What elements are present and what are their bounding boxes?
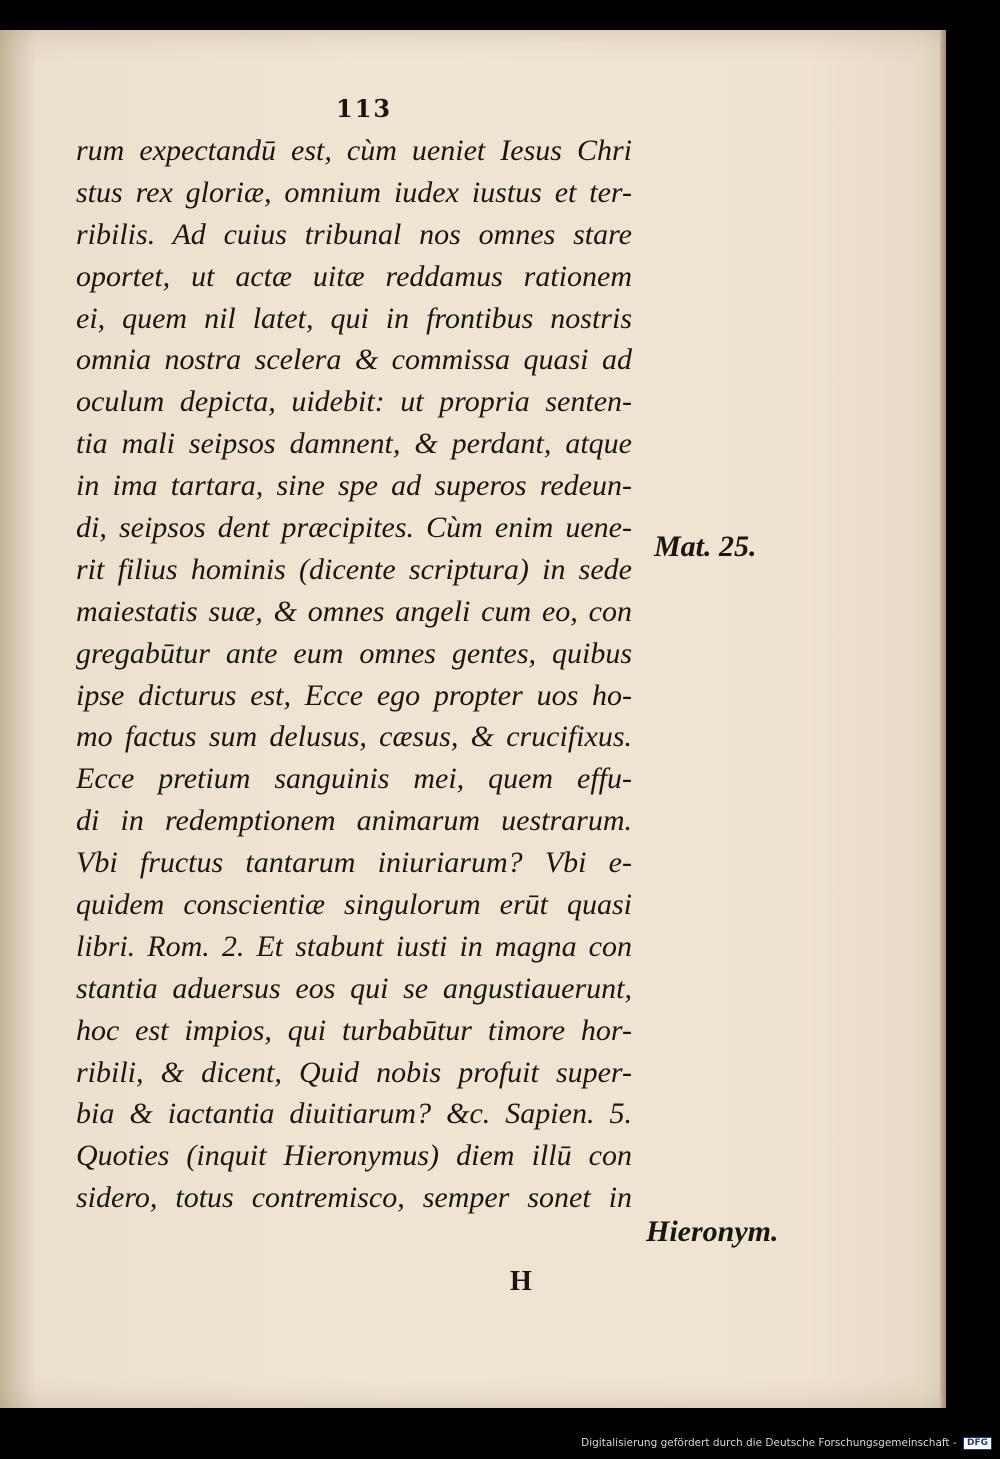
text-line: di in redemptionem animarum uestrarum. bbox=[76, 804, 632, 838]
text-line: mo factus sum delusus, cæsus, & crucifixus. bbox=[76, 720, 632, 754]
text-line: omnia nostra scelera & commissa quasi ad bbox=[76, 343, 632, 377]
text-line: oportet, ut actæ uitæ reddamus rationem bbox=[76, 259, 632, 293]
text-line: maiestatis suæ, & omnes angeli cum eo, con bbox=[76, 594, 632, 628]
signature-mark: H bbox=[510, 1266, 532, 1297]
text-line: libri. Rom. 2. Et stabunt iusti in magna con bbox=[76, 929, 632, 963]
text-line: ei, quem nil latet, qui in frontibus nostris bbox=[76, 301, 632, 335]
text-line: Vbi fructus tantarum iniuriarum? Vbi e- bbox=[76, 846, 632, 880]
text-line: ribilis. Ad cuius tribunal nos omnes stare bbox=[76, 217, 632, 251]
book-page bbox=[0, 30, 946, 1408]
dfg-logo: DFG bbox=[963, 1437, 992, 1450]
text-line: stantia aduersus eos qui se angustiauerunt, bbox=[76, 971, 632, 1005]
text-line: rit filius hominis (dicente scriptura) in sede bbox=[76, 552, 632, 586]
text-line: gregabūtur ante eum omnes gentes, quibus bbox=[76, 636, 632, 670]
credit-text: Digitalisierung gefördert durch die Deutsche Forschungsgemeinschaft - bbox=[581, 1437, 957, 1449]
text-line: stus rex gloriæ, omnium iudex iustus et ter- bbox=[76, 175, 632, 209]
text-line: tia mali seipsos damnent, & perdant, atque bbox=[76, 427, 632, 461]
text-line: Quoties (inquit Hieronymus) diem illū con bbox=[76, 1139, 632, 1173]
text-line: hoc est impios, qui turbabūtur timore hor- bbox=[76, 1013, 632, 1047]
text-line: sidero, totus contremisco, semper sonet in bbox=[76, 1181, 632, 1215]
margin-note-hieronymus: Hieronym. bbox=[646, 1215, 779, 1248]
text-line: in ima tartara, sine spe ad superos redeun- bbox=[76, 469, 632, 503]
digitization-credit bbox=[0, 1436, 992, 1450]
text-line: bia & iactantia diuitiarum? &c. Sapien. 5. bbox=[76, 1097, 632, 1131]
body-text bbox=[76, 130, 632, 1219]
page-number: 113 bbox=[336, 94, 393, 123]
text-line: di, seipsos dent præcipites. Cùm enim uene- bbox=[76, 511, 632, 545]
text-line: rum expectandū est, cùm ueniet Iesus Chri bbox=[76, 134, 632, 167]
text-line: ipse dicturus est, Ecce ego propter uos ho- bbox=[76, 678, 632, 712]
text-line: oculum depicta, uidebit: ut propria senten- bbox=[76, 385, 632, 419]
text-line: Ecce pretium sanguinis mei, quem effu- bbox=[76, 762, 632, 796]
text-line: quidem conscientiæ singulorum erūt quasi bbox=[76, 888, 632, 922]
margin-note-matthew: Mat. 25. bbox=[654, 530, 757, 563]
text-line: ribili, & dicent, Quid nobis profuit super- bbox=[76, 1055, 632, 1089]
